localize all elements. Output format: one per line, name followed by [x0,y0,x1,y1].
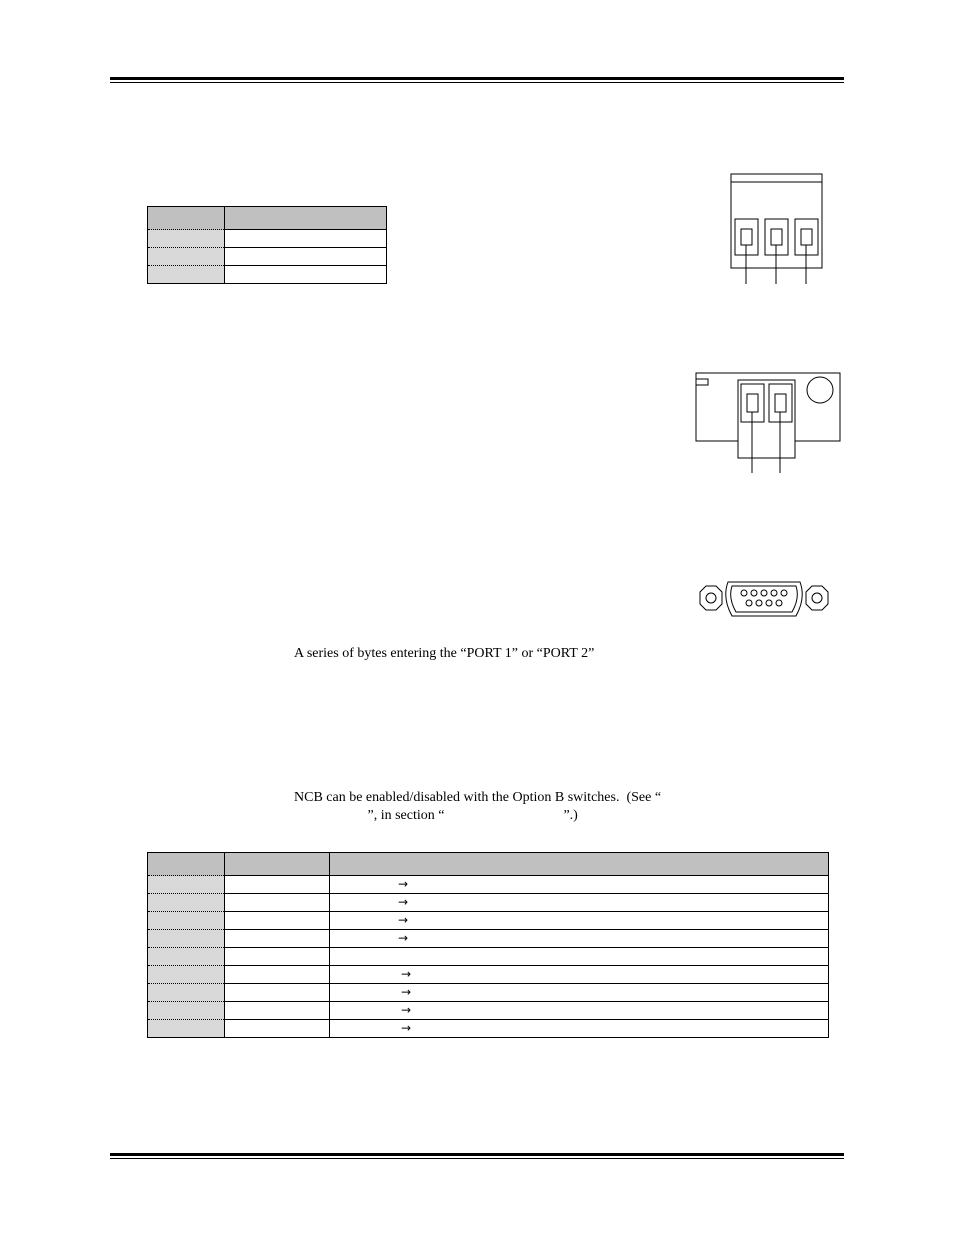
arrow-glyph: → [330,894,829,912]
table-value-cell [225,230,387,248]
table-row [148,876,829,894]
terminal-pin-table [147,206,387,284]
arrow-glyph: → [330,912,829,930]
table-value-cell [225,266,387,284]
table-value-cell [225,248,387,266]
header-rule [110,77,844,80]
table-row [148,912,829,930]
table-row [148,1002,829,1020]
arrow-glyph: → [330,930,829,948]
footer-rule [110,1153,844,1156]
table-label-cell [148,230,225,248]
table-header-cell [225,207,387,230]
table-header-cell [225,853,330,876]
ncb-settings-table [147,852,829,1038]
table-row [148,984,829,1002]
arrow-glyph: → [330,984,829,1002]
table-row [148,930,829,948]
db9-connector-figure [694,576,834,622]
footer-rule-thin [110,1158,844,1159]
arrow-glyph: → [330,966,829,984]
table-label-cell [148,248,225,266]
table-row [148,1020,829,1038]
serial-port-paragraph: A series of bytes entering the “PORT 1” or “PORT 2” [294,646,595,661]
header-rule-thin [110,82,844,83]
table-row [148,894,829,912]
three-pin-terminal-figure [725,168,829,288]
arrow-glyph: → [330,1020,829,1038]
arrow-glyph: → [330,876,829,894]
ncb-paragraph-line-1: NCB can be enabled/disabled with the Option B switches. (See “ [294,790,662,805]
two-pin-terminal-figure [694,370,844,476]
arrow-glyph [330,948,829,966]
ncb-paragraph-line-2: ”, in section “ ”.) [294,808,578,823]
table-header-cell [330,853,829,876]
table-row [148,948,829,966]
table-header-cell [148,207,225,230]
table-label-cell [148,266,225,284]
table-header-cell [148,853,225,876]
table-row [148,966,829,984]
arrow-glyph: → [330,1002,829,1020]
